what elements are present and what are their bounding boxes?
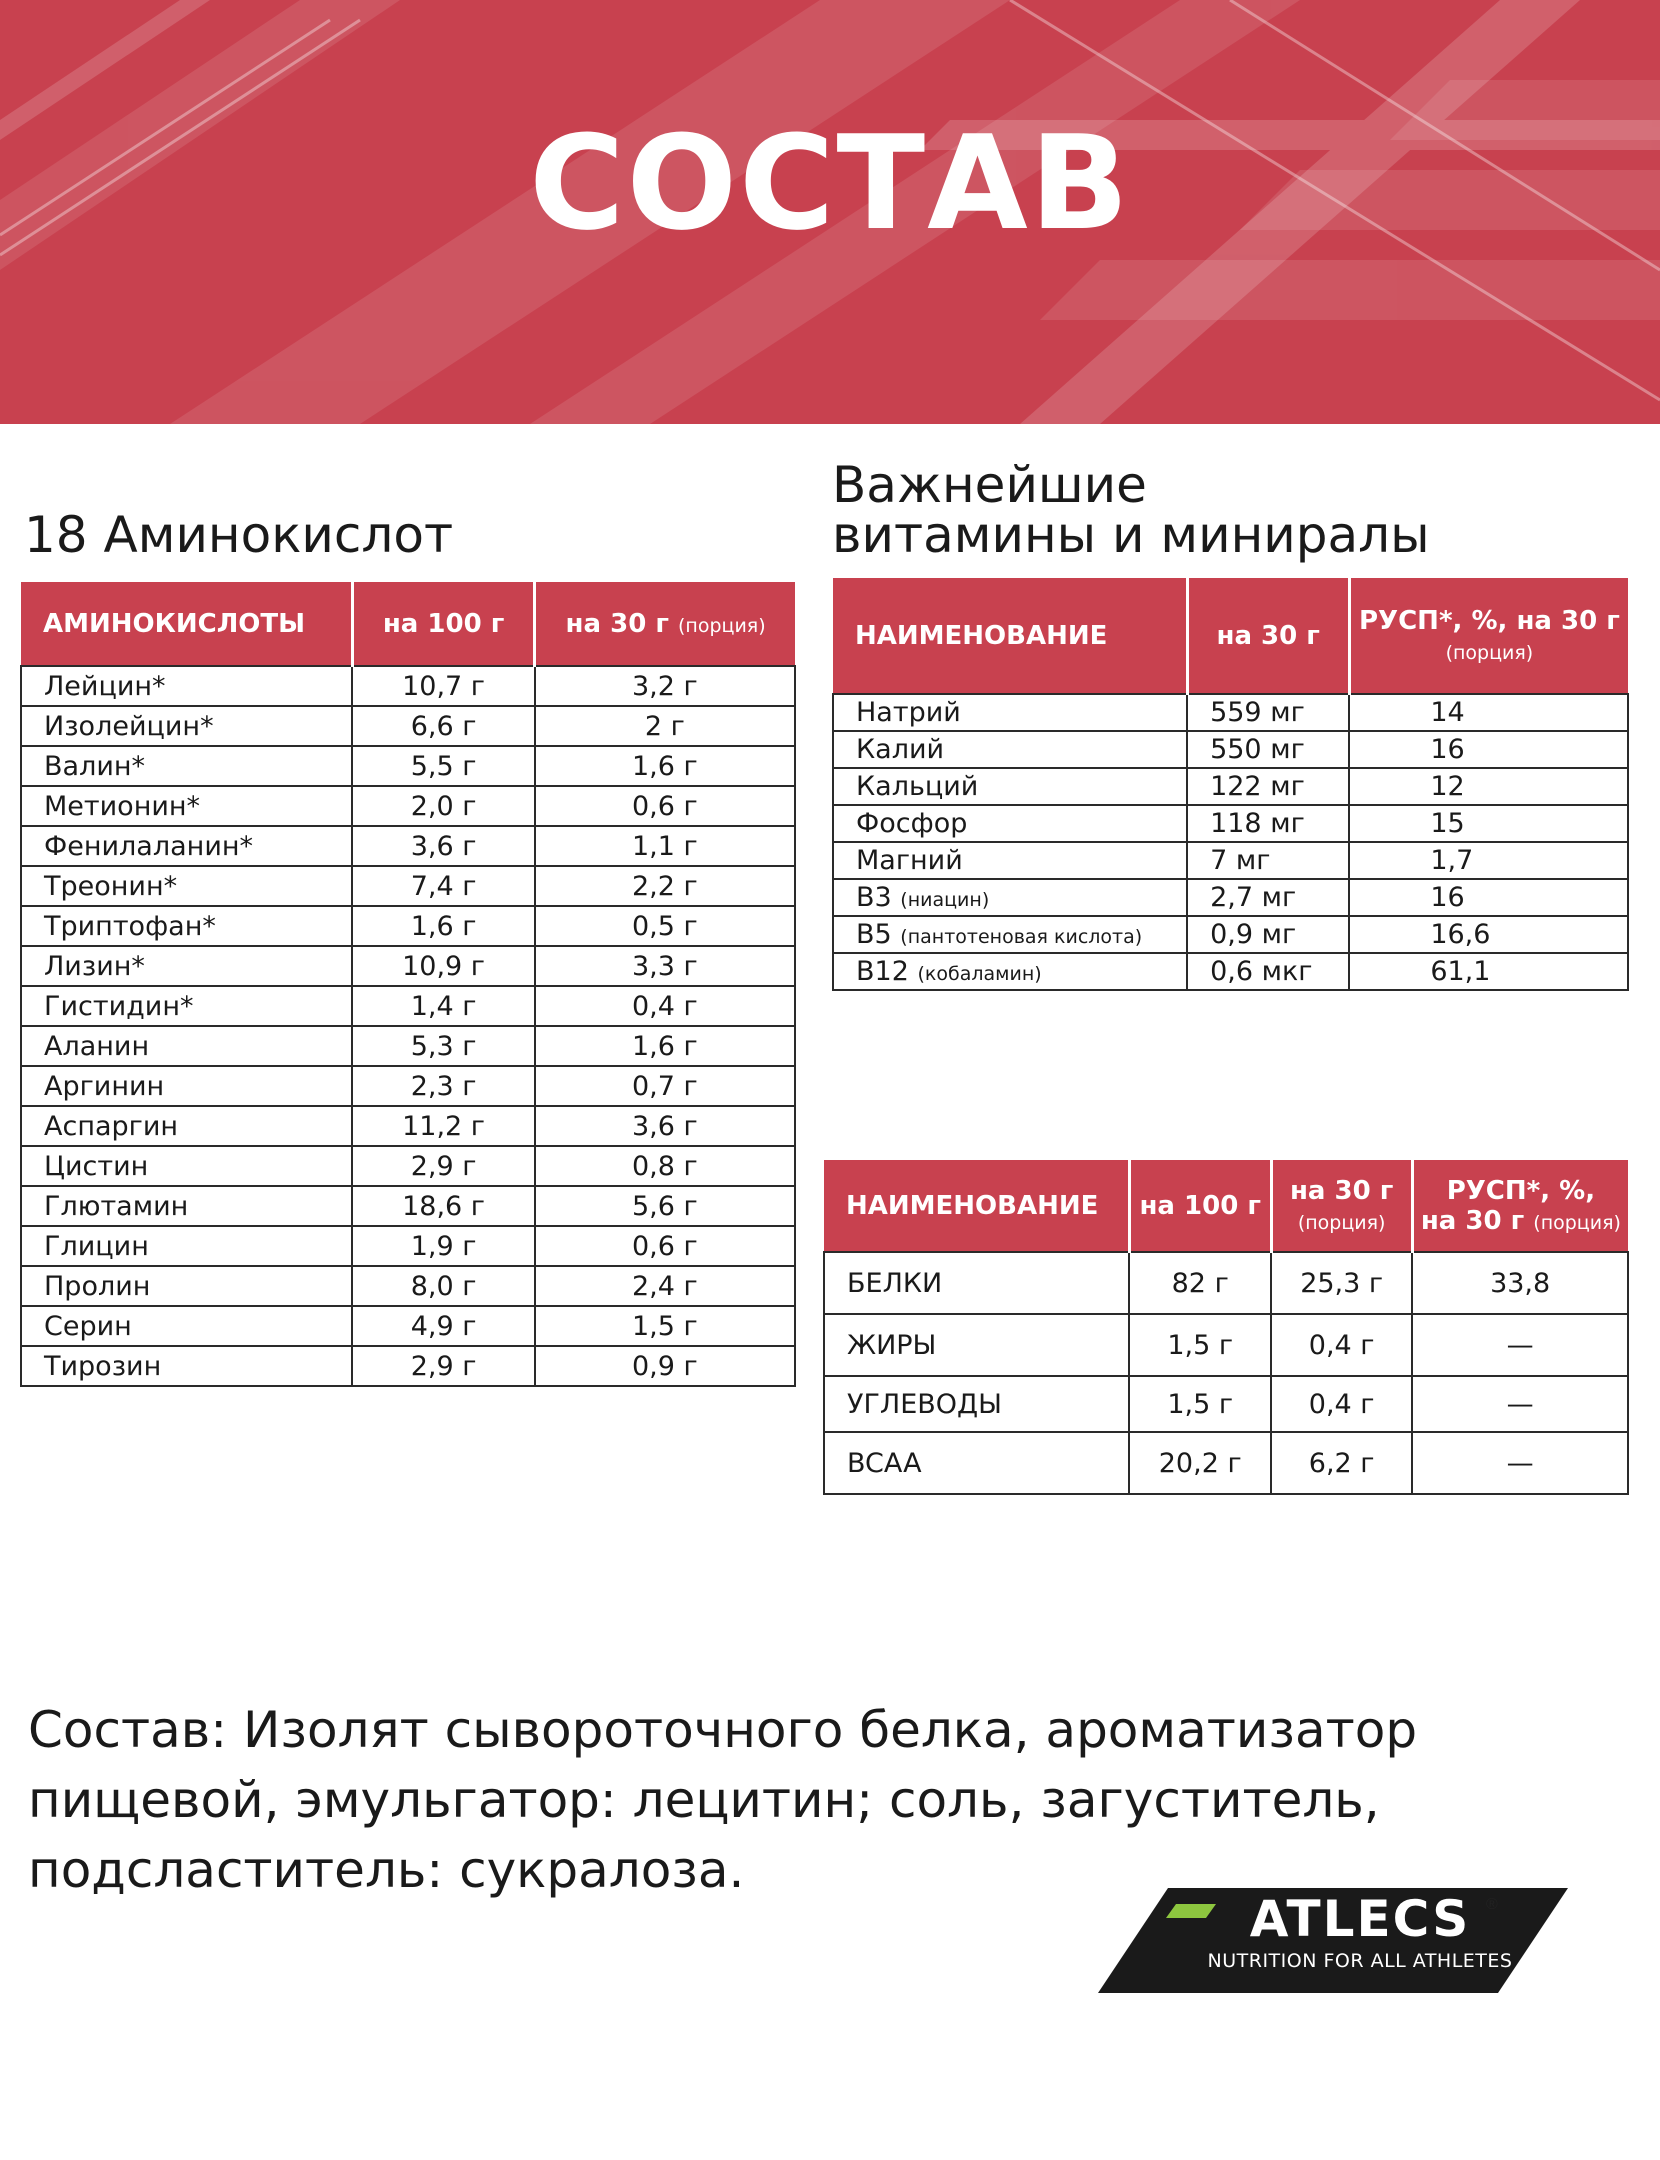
vitamin-note: (пантотеновая кислота) xyxy=(900,926,1143,948)
amino-per30-cell: 3,6 г xyxy=(535,1106,795,1146)
amino-name-cell: Валин* xyxy=(21,746,352,786)
amino-per30-cell: 1,1 г xyxy=(535,826,795,866)
amino-per100-cell: 5,3 г xyxy=(352,1026,534,1066)
table-row xyxy=(833,916,1628,953)
amino-per30-cell: 0,8 г xyxy=(535,1146,795,1186)
nutrient-name-cell: УГЛЕВОДЫ xyxy=(824,1376,1129,1432)
vitamin-name: Кальций xyxy=(856,771,979,802)
amino-per30-cell: 3,2 г xyxy=(535,666,795,706)
table-row xyxy=(21,826,795,866)
amino-per30-cell: 0,6 г xyxy=(535,786,795,826)
nutrient-per100-cell: 20,2 г xyxy=(1129,1432,1271,1494)
nutrient-per30-cell: 25,3 г xyxy=(1271,1252,1412,1314)
amino-per100-cell: 18,6 г xyxy=(352,1186,534,1226)
table-row xyxy=(21,666,795,706)
table-row xyxy=(833,694,1628,731)
vitamin-note: (ниацин) xyxy=(900,889,990,911)
amino-per30-cell: 1,6 г xyxy=(535,746,795,786)
nutrient-name-cell: БЕЛКИ xyxy=(824,1252,1129,1314)
amino-name-cell: Фенилаланин* xyxy=(21,826,352,866)
amino-per100-cell: 5,5 г xyxy=(352,746,534,786)
amino-per100-cell: 10,7 г xyxy=(352,666,534,706)
nutrient-rusp-cell: — xyxy=(1412,1314,1628,1376)
vitamin-rusp-cell: 16,6 xyxy=(1349,916,1628,953)
amino-name-cell: Аргинин xyxy=(21,1066,352,1106)
vitamin-amount-cell: 0,6 мкг xyxy=(1187,953,1349,990)
nutrient-name-cell: ЖИРЫ xyxy=(824,1314,1129,1376)
vitamin-name-cell xyxy=(833,694,1187,731)
table-row xyxy=(21,786,795,826)
column-header: НАИМЕНОВАНИЕ xyxy=(833,578,1187,694)
amino-name-cell: Лизин* xyxy=(21,946,352,986)
vitamin-amount-cell: 559 мг xyxy=(1187,694,1349,731)
column-header-note: (порция) xyxy=(1533,1211,1621,1234)
table-row xyxy=(833,879,1628,916)
vitamin-rusp-cell: 1,7 xyxy=(1349,842,1628,879)
amino-per30-cell: 0,9 г xyxy=(535,1346,795,1386)
nutrition-body xyxy=(824,1252,1628,1494)
column-header-label: РУСП*, %, на 30 г xyxy=(1359,605,1620,636)
vitamin-amount-cell: 0,9 мг xyxy=(1187,916,1349,953)
nutrient-per100-cell: 1,5 г xyxy=(1129,1314,1271,1376)
table-row xyxy=(833,805,1628,842)
amino-per100-cell: 11,2 г xyxy=(352,1106,534,1146)
registered-mark: ® xyxy=(1486,1896,1498,1913)
amino-name-cell: Аспаргин xyxy=(21,1106,352,1146)
logo-tagline: NUTRITION FOR ALL ATHLETES xyxy=(1207,1950,1513,1972)
column-header-label: на 30 г xyxy=(1289,1175,1394,1206)
column-header: на 30 г xyxy=(1187,578,1349,694)
vitamin-amount-cell: 122 мг xyxy=(1187,768,1349,805)
amino-name-cell: Лейцин* xyxy=(21,666,352,706)
header-banner xyxy=(0,0,1660,424)
column-header xyxy=(1412,1160,1628,1252)
vitamin-rusp-cell: 61,1 xyxy=(1349,953,1628,990)
nutrient-per100-cell: 1,5 г xyxy=(1129,1376,1271,1432)
table-row xyxy=(21,986,795,1026)
vitamin-rusp-cell: 12 xyxy=(1349,768,1628,805)
vitamin-amount-cell: 7 мг xyxy=(1187,842,1349,879)
table-row xyxy=(824,1252,1628,1314)
nutrient-rusp-cell: 33,8 xyxy=(1412,1252,1628,1314)
vitamin-name: Калий xyxy=(856,734,945,765)
vitamin-name-cell xyxy=(833,842,1187,879)
amino-per100-cell: 1,4 г xyxy=(352,986,534,1026)
table-header-row xyxy=(21,582,795,666)
vitamin-amount-cell: 2,7 мг xyxy=(1187,879,1349,916)
column-header: на 100 г xyxy=(1129,1160,1271,1252)
amino-per100-cell: 2,9 г xyxy=(352,1146,534,1186)
page-title: СОСТАВ xyxy=(529,107,1131,259)
vitamins-title-line1: Важнейшие xyxy=(832,456,1147,514)
amino-per100-cell: 7,4 г xyxy=(352,866,534,906)
amino-per100-cell: 2,3 г xyxy=(352,1066,534,1106)
table-row xyxy=(21,1106,795,1146)
nutrient-rusp-cell: — xyxy=(1412,1376,1628,1432)
vitamins-section-title xyxy=(832,456,1430,564)
vitamin-rusp-cell: 16 xyxy=(1349,879,1628,916)
amino-acids-body xyxy=(21,666,795,1386)
nutrient-rusp-cell: — xyxy=(1412,1432,1628,1494)
vitamin-name-cell xyxy=(833,953,1187,990)
vitamins-table xyxy=(832,578,1629,991)
amino-name-cell: Пролин xyxy=(21,1266,352,1306)
amino-per30-cell: 5,6 г xyxy=(535,1186,795,1226)
amino-name-cell: Цистин xyxy=(21,1146,352,1186)
vitamin-name-cell xyxy=(833,768,1187,805)
vitamin-name-cell xyxy=(833,916,1187,953)
table-row xyxy=(21,706,795,746)
vitamin-amount-cell: 118 мг xyxy=(1187,805,1349,842)
amino-per100-cell: 6,6 г xyxy=(352,706,534,746)
amino-name-cell: Изолейцин* xyxy=(21,706,352,746)
amino-per100-cell: 10,9 г xyxy=(352,946,534,986)
amino-per30-cell: 1,5 г xyxy=(535,1306,795,1346)
table-header-row xyxy=(833,578,1628,694)
column-header-note: (порция) xyxy=(678,614,766,637)
amino-per30-cell: 2 г xyxy=(535,706,795,746)
table-row xyxy=(21,906,795,946)
table-row xyxy=(21,1306,795,1346)
vitamins-title-line2: витамины и миниралы xyxy=(832,506,1430,564)
amino-name-cell: Треонин* xyxy=(21,866,352,906)
nutrient-per30-cell: 6,2 г xyxy=(1271,1432,1412,1494)
table-row xyxy=(824,1376,1628,1432)
table-row xyxy=(21,946,795,986)
vitamin-name-cell xyxy=(833,879,1187,916)
table-row xyxy=(21,1186,795,1226)
nutrition-table xyxy=(823,1160,1629,1495)
amino-per30-cell: 0,5 г xyxy=(535,906,795,946)
amino-per30-cell: 0,6 г xyxy=(535,1226,795,1266)
vitamin-rusp-cell: 14 xyxy=(1349,694,1628,731)
amino-per100-cell: 4,9 г xyxy=(352,1306,534,1346)
table-row xyxy=(21,1266,795,1306)
amino-acids-table xyxy=(20,582,796,1387)
table-row xyxy=(833,953,1628,990)
vitamin-name: Натрий xyxy=(856,697,961,728)
column-header: на 100 г xyxy=(352,582,534,666)
table-row xyxy=(824,1432,1628,1494)
amino-per30-cell: 0,7 г xyxy=(535,1066,795,1106)
amino-name-cell: Триптофан* xyxy=(21,906,352,946)
logo-name: ATLECS xyxy=(1249,1890,1471,1948)
vitamin-name: B12 xyxy=(856,956,909,987)
amino-per100-cell: 3,6 г xyxy=(352,826,534,866)
table-row xyxy=(833,842,1628,879)
vitamin-rusp-cell: 15 xyxy=(1349,805,1628,842)
amino-name-cell: Глицин xyxy=(21,1226,352,1266)
column-header: НАИМЕНОВАНИЕ xyxy=(824,1160,1129,1252)
column-header-label: на 30 г xyxy=(565,608,669,639)
amino-name-cell: Гистидин* xyxy=(21,986,352,1026)
amino-per30-cell: 3,3 г xyxy=(535,946,795,986)
column-header xyxy=(1349,578,1628,694)
table-row xyxy=(21,1066,795,1106)
amino-per30-cell: 0,4 г xyxy=(535,986,795,1026)
amino-per100-cell: 1,6 г xyxy=(352,906,534,946)
amino-per30-cell: 2,2 г xyxy=(535,866,795,906)
table-row xyxy=(833,731,1628,768)
amino-name-cell: Тирозин xyxy=(21,1346,352,1386)
table-row xyxy=(21,866,795,906)
amino-per100-cell: 8,0 г xyxy=(352,1266,534,1306)
column-header xyxy=(535,582,795,666)
amino-per30-cell: 2,4 г xyxy=(535,1266,795,1306)
column-header-label: на 30 г xyxy=(1420,1205,1525,1236)
amino-name-cell: Метионин* xyxy=(21,786,352,826)
table-row xyxy=(21,1346,795,1386)
nutrient-name-cell: BCAA xyxy=(824,1432,1129,1494)
nutrient-per100-cell: 82 г xyxy=(1129,1252,1271,1314)
table-header-row xyxy=(824,1160,1628,1252)
vitamin-name: B5 xyxy=(856,919,892,950)
table-row xyxy=(21,746,795,786)
column-header xyxy=(1271,1160,1412,1252)
table-row xyxy=(21,1026,795,1066)
column-header-note: (порция) xyxy=(1445,641,1534,664)
amino-name-cell: Аланин xyxy=(21,1026,352,1066)
amino-section-title: 18 Аминокислот xyxy=(24,506,454,564)
table-row xyxy=(21,1146,795,1186)
table-row xyxy=(21,1226,795,1266)
vitamin-amount-cell: 550 мг xyxy=(1187,731,1349,768)
vitamins-body xyxy=(833,694,1628,990)
column-header: АМИНОКИСЛОТЫ xyxy=(21,582,352,666)
vitamin-name-cell xyxy=(833,731,1187,768)
column-header-label: РУСП*, %, xyxy=(1446,1175,1596,1206)
amino-name-cell: Серин xyxy=(21,1306,352,1346)
vitamin-name: Фосфор xyxy=(856,808,968,839)
vitamin-name: B3 xyxy=(856,882,892,913)
amino-per30-cell: 1,6 г xyxy=(535,1026,795,1066)
amino-per100-cell: 2,9 г xyxy=(352,1346,534,1386)
column-header-note: (порция) xyxy=(1297,1211,1386,1234)
amino-per100-cell: 1,9 г xyxy=(352,1226,534,1266)
amino-name-cell: Глютамин xyxy=(21,1186,352,1226)
table-row xyxy=(824,1314,1628,1376)
vitamin-note: (кобаламин) xyxy=(917,963,1042,985)
vitamin-name-cell xyxy=(833,805,1187,842)
vitamin-name: Магний xyxy=(856,845,963,876)
nutrient-per30-cell: 0,4 г xyxy=(1271,1376,1412,1432)
table-row xyxy=(833,768,1628,805)
nutrient-per30-cell: 0,4 г xyxy=(1271,1314,1412,1376)
composition-text: Состав: Изолят сывороточного белка, ароматизатор пищевой, эмульгатор: лецитин; соль, загуститель, подсластитель: сукралоза. xyxy=(28,1701,1418,1899)
amino-per100-cell: 2,0 г xyxy=(352,786,534,826)
vitamin-rusp-cell: 16 xyxy=(1349,731,1628,768)
